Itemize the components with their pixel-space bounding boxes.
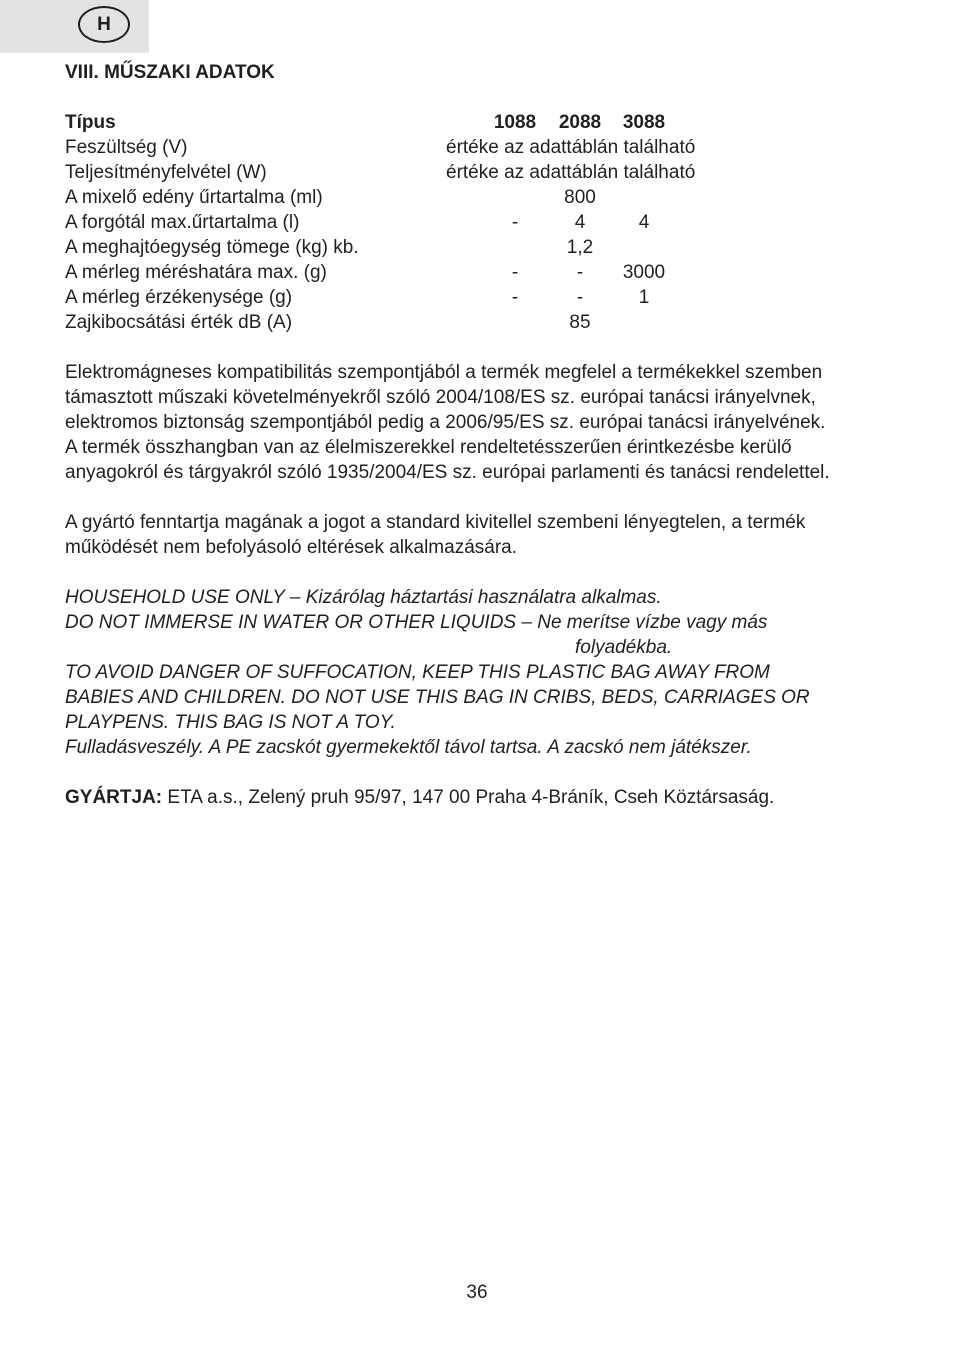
spec-row-scale-max [65,260,905,285]
manufacturer [65,785,905,810]
household-warning: HOUSEHOLD USE ONLY – Kizárólag háztartási használatra alkalmas. [65,587,662,608]
spec-row-voltage [65,135,905,160]
spec-table-header [65,110,905,135]
spec-value: - [511,212,519,233]
page-number: 36 [466,1282,488,1303]
model-3088: 3088 [622,112,666,133]
text-line: A termék összhangban van az élelmiszerekkel rendeltetésszerűen érintkezésbe kerülő [65,437,792,458]
spec-value: - [511,262,519,283]
warnings-block [65,585,905,760]
model-1088: 1088 [493,112,537,133]
manufacturer-label: GYÁRTJA: [65,787,163,808]
spec-value: - [576,287,584,308]
spec-table [65,110,905,335]
spec-row-power [65,160,905,185]
immerse-warning-cont: folyadékba. [575,637,673,658]
text-line: Elektromágneses kompatibilitás szempontjából a termék megfelel a termékekkel szemben [65,362,823,383]
spec-value: 800 [564,187,596,208]
text-line: működését nem befolyásoló eltérések alkalmazására. [65,537,518,558]
hu-suffocation-warning: Fulladásveszély. A PE zacskót gyermekektől távol tartsa. A zacskó nem játékszer. [65,737,752,758]
spec-label: Teljesítményfelvétel (W) [65,162,267,183]
spec-row-scale-sensitivity [65,285,905,310]
spec-row-noise [65,310,905,335]
spec-label: A mérleg érzékenysége (g) [65,287,293,308]
page-content [65,60,905,810]
emc-paragraph [65,360,905,485]
text-line: támasztott műszaki követelményekről szóló 2004/108/ES sz. európai tanácsi irányelvnek, [65,387,816,408]
model-2088: 2088 [558,112,602,133]
text-line: elektromos biztonság szempontjából pedig a 2006/95/ES sz. európai tanácsi irányelvének. [65,412,826,433]
spec-label: A mixelő edény űrtartalma (ml) [65,187,323,208]
spec-value: 4 [638,212,650,233]
spec-label: Feszültség (V) [65,137,188,158]
spec-label: A forgótál max.űrtartalma (l) [65,212,300,233]
text-line: anyagokról és tárgyakról szóló 1935/2004/ES sz. európai parlamenti és tanácsi rendelettel. [65,462,830,483]
suffocation-warning-line: BABIES AND CHILDREN. DO NOT USE THIS BAG IN CRIBS, BEDS, CARRIAGES OR [65,687,810,708]
suffocation-warning-line: PLAYPENS. THIS BAG IS NOT A TOY. [65,712,396,733]
spec-value: értéke az adattáblán található [446,162,696,183]
reserve-paragraph [65,510,905,560]
spec-value: 1 [638,287,650,308]
spec-label: A meghajtóegység tömege (kg) kb. [65,237,359,258]
language-tab [0,0,149,53]
spec-row-mixer-capacity [65,185,905,210]
spec-value: 3000 [622,262,666,283]
spec-row-weight [65,235,905,260]
section-title: VIII. MŰSZAKI ADATOK [65,62,275,83]
spec-value: - [576,262,584,283]
spec-value: értéke az adattáblán található [446,137,696,158]
spec-label: Zajkibocsátási érték dB (A) [65,312,293,333]
spec-header-label: Típus [65,112,116,133]
spec-value: - [511,287,519,308]
text-line: A gyártó fenntartja magának a jogot a standard kivitellel szembeni lényegtelen, a termék [65,512,806,533]
manufacturer-address: ETA a.s., Zelený pruh 95/97, 147 00 Praha 4-Bráník, Cseh Köztársaság. [167,787,775,808]
spec-label: A mérleg méréshatára max. (g) [65,262,327,283]
language-badge: H [78,6,130,43]
immerse-warning: DO NOT IMMERSE IN WATER OR OTHER LIQUIDS – Ne merítse vízbe vagy más [65,612,768,633]
spec-value: 1,2 [566,237,594,258]
spec-value: 4 [574,212,586,233]
suffocation-warning-line: TO AVOID DANGER OF SUFFOCATION, KEEP THIS PLASTIC BAG AWAY FROM [65,662,770,683]
spec-value: 85 [569,312,591,333]
spec-row-bowl-capacity [65,210,905,235]
